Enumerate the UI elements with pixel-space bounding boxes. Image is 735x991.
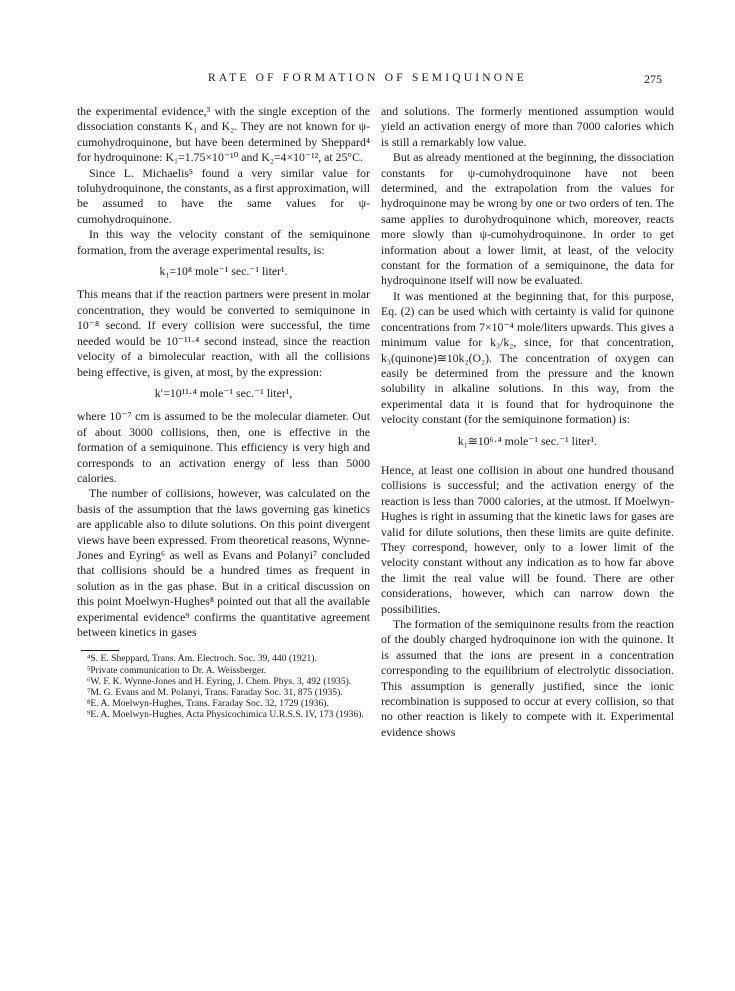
equation-k1: k₁=10⁸ mole⁻¹ sec.⁻¹ liter¹. [159,264,288,279]
footnote: ⁸E. A. Moelwyn-Hughes, Trans. Faraday Soc. 32, 1729 (1936). [87,697,329,709]
footnote: ⁵Private communication to Dr. A. Weissberger. [87,664,267,676]
footnote: ⁴S. E. Sheppard, Trans. Am. Electroch. Soc. 39, 440 (1921). [87,653,317,665]
left-paragraph-5: where 10⁻⁷ cm is assumed to be the molecular diameter. Out of about 3000 collisions, then, one is effective in the formation of a semiquinone. This efficiency is very high and corresponds to an activation energy of less than 5000 calories. [77,409,370,485]
footnote-rule [81,650,119,651]
footnotes [77,653,370,720]
right-paragraph-1: and solutions. The formerly mentioned assumption would yield an activation energy of more than 7000 calories which is still a remarkably low value. [381,104,674,149]
right-paragraph-4: Hence, at least one collision in about one hundred thousand collisions is successful; and the activation energy of the reaction is less than 7000 calories, at the utmost. If Moelwyn-Hughes is right in assuming that the kinetic laws for gases are valid for dilute solutions, then these limits are quite definite. They correspond, however, only to a lower limit of the velocity constant without any indication as to how far above the limit the real value will be found. There are other considerations, however, which can narrow down the possibilities. [381,462,674,616]
left-paragraph-4: This means that if the reaction partners were present in molar concentration, they would be converted to semiquinone in 10⁻⁸ second. If every collision were successful, the time needed would be 10⁻¹¹·⁴ second instead, since the reaction velocity of a bimolecular reaction, with all the collisions being effective, is given, at most, by the expression: [77,287,370,379]
right-paragraph-5: The formation of the semiquinone results from the reaction of the doubly charged hydroquinone ion with the quinone. It is assumed that the ions are present in a concentration corresponding to the equilibrium of electrolytic dissociation. This assumption is generally justified, since the ionic recombination is supposed to occur at every collision, so that no other reaction is likely to compete with it. Experimental evidence shows [381,617,674,739]
left-paragraph-6: The number of collisions, however, was calculated on the basis of the assumption that the laws governing gas kinetics are applicable also to dilute solutions. On this point divergent views have been expressed. From theoretical reasons, Wynne-Jones and Eyring⁶ as well as Evans and Polanyi⁷ concluded that collisions should be a hundred times as frequent in solution as in the gas phase. But in a critical discussion on this point Moelwyn-Hughes⁸ pointed out that all the available experimental evidence⁹ confirms the quantitative agreement between kinetics in gases [77,486,370,639]
equation-k1-hydroquinone: k₁≅10⁶·⁴ mole⁻¹ sec.⁻¹ liter¹. [457,433,598,448]
page-number: 275 [644,72,662,86]
right-column [381,104,674,740]
right-paragraph-2: But as already mentioned at the beginning, the dissociation constants for ψ-cumohydroquinone have not been determined, and the extrapolation from the values for hydroquinone may be wrong by one or two orders of ten. The same applies to durohydroquinone which, moreover, reacts more slowly than ψ-cumohydroquinone. In order to get information about a lower limit, at least, of the velocity constant for the formation of a semiquinone, the data for hydroquinone itself will now be evaluated. [381,150,674,288]
footnote: ⁶W. F. K. Wynne-Jones and H. Eyring, J. Chem. Phys. 3, 492 (1935). [87,675,352,687]
left-paragraph-3: In this way the velocity constant of the semiquinone formation, from the average experimental results, is: [77,227,370,257]
left-paragraph-2: Since L. Michaelis⁵ found a very similar value for toluhydroquinone, the constants, as a first approximation, will be assumed to have the same values for ψ-cumohydroquinone. [77,165,370,226]
left-column [77,104,370,720]
footnote: ⁷M. G. Evans and M. Polanyi, Trans. Faraday Soc. 31, 875 (1935). [87,686,343,698]
right-paragraph-3: It was mentioned at the beginning that, for this purpose, Eq. (2) can be used which with certainty is valid for quinone concentrations from 7×10⁻⁴ mole/liters upwards. This gives a minimum value for k₃/k₂, since, for that concentration, k₃(quinone)≅10k₂(O₂). The concentration of oxygen can easily be determined from the pressure and the known solubility in alkaline solutions. In this way, from the experimental data it is found that for hydroquinone the velocity constant (for the semiquinone formation) is: [381,288,674,427]
left-paragraph-1: the experimental evidence,³ with the single exception of the dissociation constants K₁ and K₂. They are not known for ψ-cumohydroquinone, but have been determined by Sheppard⁴ for hydroquinone: K₁=1.75×10⁻¹⁰ and K₂=4×10⁻¹², at 25°C. [77,104,370,165]
footnote: ⁹E. A. Moelwyn-Hughes, Acta Physicochimica U.R.S.S. IV, 173 (1936). [87,708,364,720]
running-title: RATE OF FORMATION OF SEMIQUINONE [208,72,527,84]
equation-k-prime: k′=10¹¹·⁴ mole⁻¹ sec.⁻¹ liter¹, [154,385,293,400]
